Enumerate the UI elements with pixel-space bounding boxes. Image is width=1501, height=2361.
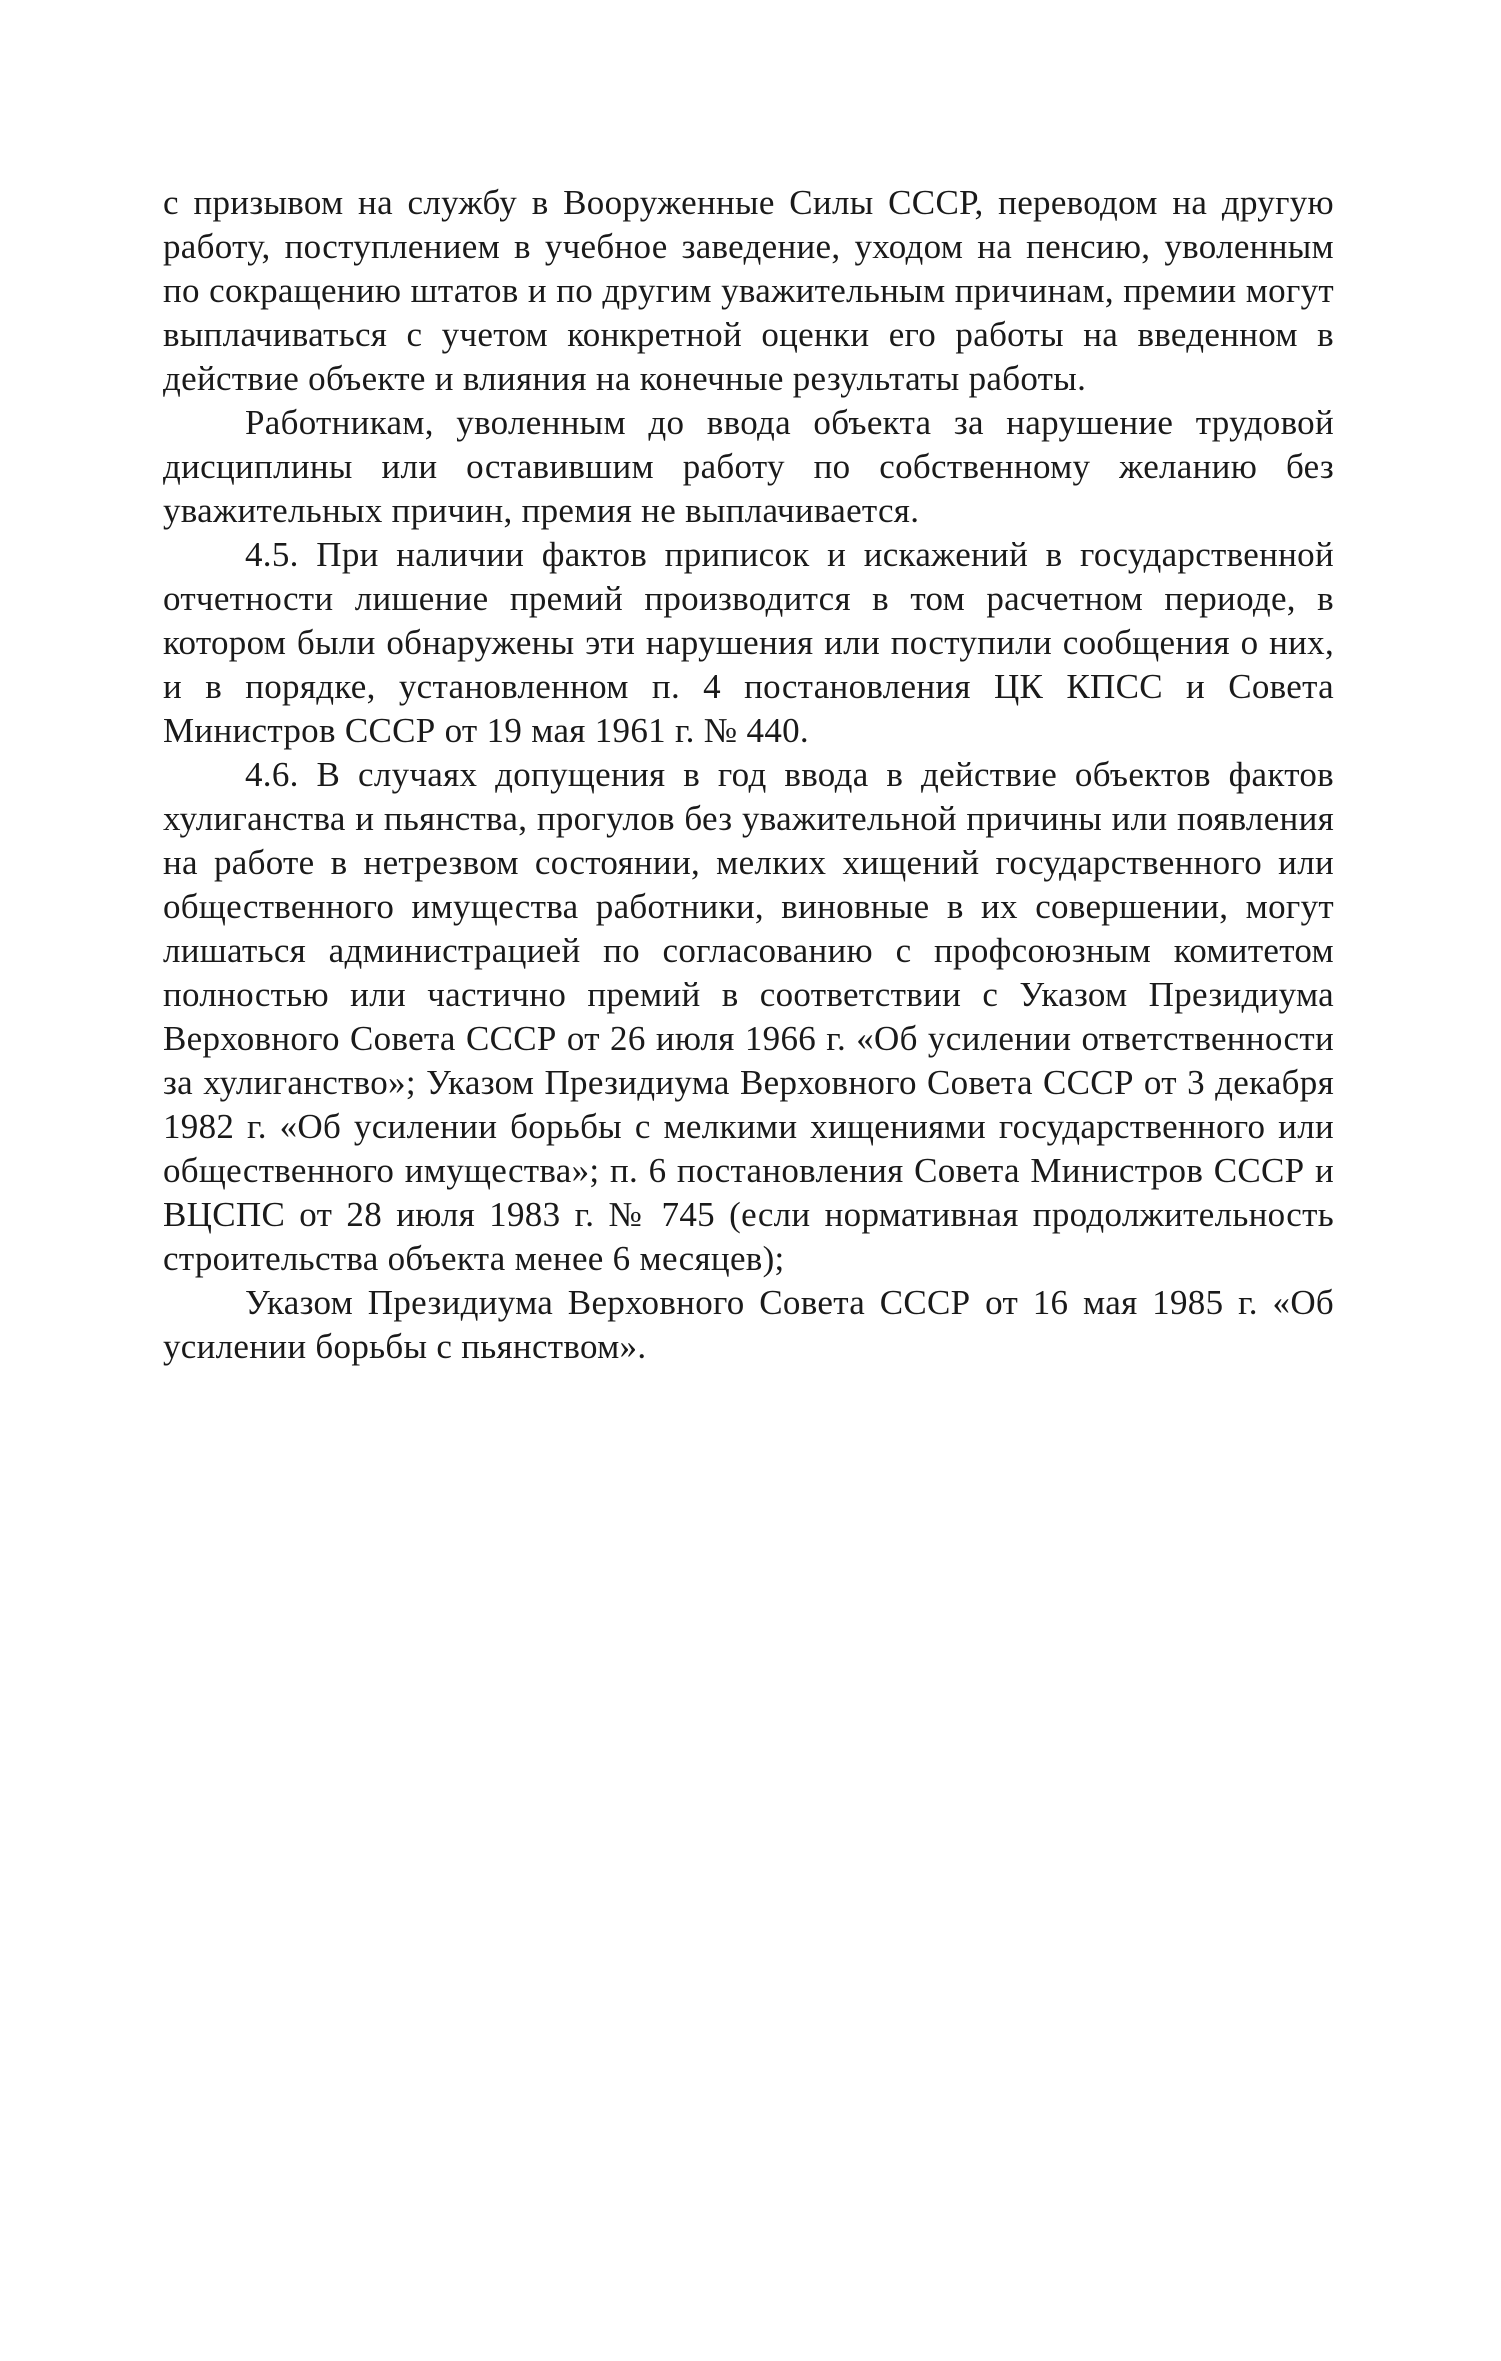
paragraph-4-6: 4.6. В случаях допущения в год ввода в действие объектов фактов хулиганства и пьянства, прогулов без уважительной причины или появления на работе в нетрезвом состоянии, мелких хищений государственного или общественного имущества работники, виновные в их совершении, могут лишаться администрацией по согласованию с профсоюзным комитетом полностью или частично премий в соответствии с Указом Президиума Верховного Совета СССР от 26 июля 1966 г. «Об усилении ответственности за хулиганство»; Указом Президиума Верховного Совета СССР от 3 декабря 1982 г. «Об усилении борьбы с мелкими хищениями государственного или общественного имущества»; п. 6 постановления Совета Министров СССР и ВЦСПС от 28 июля 1983 г. № 745 (если нормативная продолжительность строительства объекта менее 6 месяцев);	[163, 755, 1334, 1278]
paragraph-dismissed-workers: Работникам, уволенным до ввода объекта за нарушение трудовой дисциплины или оставившим работу по собственному желанию без уважительных причин, премия не выплачивается.	[163, 403, 1334, 530]
paragraph-decree-1985: Указом Президиума Верховного Совета СССР от 16 мая 1985 г. «Об усилении борьбы с пьянством».	[163, 1283, 1334, 1366]
paragraph-continuation: с призывом на службу в Вооруженные Силы СССР, переводом на другую работу, поступлением в учебное заведение, уходом на пенсию, уволенным по сокращению штатов и по другим уважительным причинам, премии могут выплачиваться с учетом конкретной оценки его работы на введенном в действие объекте и влияния на конечные результаты работы.	[163, 183, 1334, 398]
paragraph-4-5: 4.5. При наличии фактов приписок и искажений в государственной отчетности лишение премий производится в том расчетном периоде, в котором были обнаружены эти нарушения или поступили сообщения о них, и в порядке, установленном п. 4 постановления ЦК КПСС и Совета Министров СССР от 19 мая 1961 г. № 440.	[163, 535, 1334, 750]
document-body	[163, 181, 1334, 1369]
